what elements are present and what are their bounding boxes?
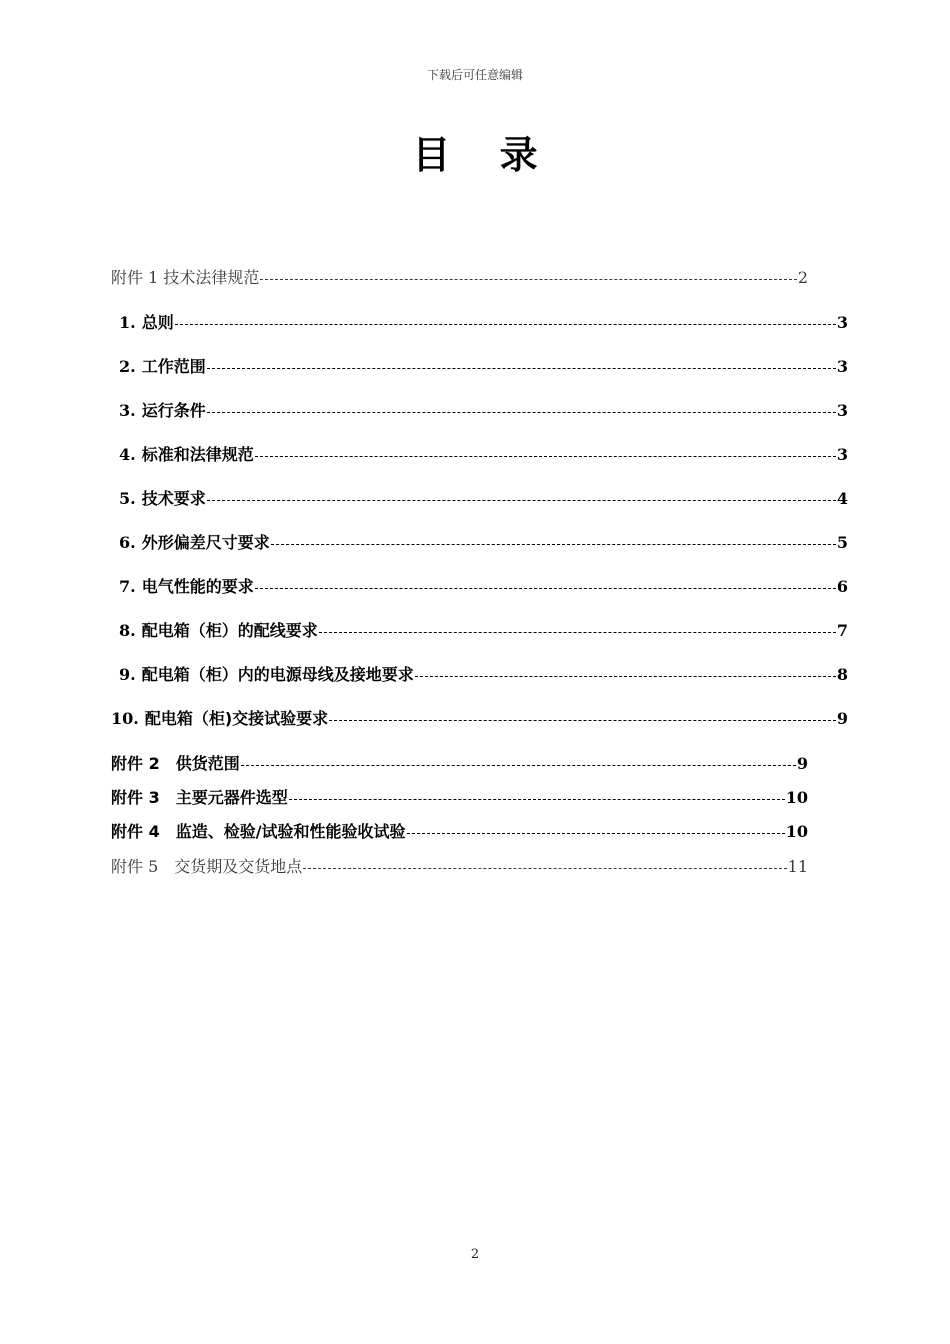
toc-entry-page: 3 — [836, 313, 848, 332]
toc-entry-page: 6 — [836, 577, 848, 596]
toc-entry-number: 6. — [119, 533, 136, 552]
toc-leader — [271, 544, 836, 545]
toc-entry-label: 外形偏差尺寸要求 — [141, 533, 270, 552]
toc-leader — [303, 868, 786, 869]
toc-entry-appendix-5[interactable] — [111, 855, 808, 879]
toc-entry-label: 附件 4 监造、检验/试验和性能验收试验 — [111, 822, 406, 841]
toc-entry-page: 10 — [785, 822, 808, 841]
toc-entry-number: 7. — [119, 577, 136, 596]
header-note: 下载后可任意编辑 — [426, 68, 523, 82]
toc-leader — [319, 632, 836, 633]
toc-entry-8[interactable] — [119, 619, 848, 643]
toc-leader — [175, 324, 836, 325]
toc-entry-label: 附件 1 技术法律规范 — [111, 268, 260, 287]
toc-entry-number: 5. — [119, 489, 136, 508]
toc-leader — [255, 588, 836, 589]
toc-entry-appendix-1[interactable] — [111, 266, 808, 290]
toc-entry-label: 标准和法律规范 — [141, 445, 254, 464]
toc-entry-label: 附件 5 交货期及交货地点 — [111, 857, 303, 876]
toc-leader — [260, 279, 796, 280]
toc-entry-number: 4. — [119, 445, 136, 464]
toc-entry-label: 工作范围 — [141, 357, 206, 376]
toc-entry-page: 11 — [787, 857, 808, 876]
toc-entry-number: 10. — [111, 709, 139, 728]
toc-entry-label: 运行条件 — [141, 401, 206, 420]
toc-entry-3[interactable] — [119, 399, 848, 423]
toc-entry-number: 3. — [119, 401, 136, 420]
toc-leader — [415, 676, 836, 677]
toc-leader — [207, 412, 836, 413]
toc-leader — [241, 765, 796, 766]
toc-leader — [407, 833, 785, 834]
toc-entry-label: 配电箱（柜)交接试验要求 — [144, 709, 329, 728]
toc-entry-1[interactable] — [119, 311, 848, 335]
toc-entry-label: 总则 — [141, 313, 174, 332]
toc-entry-page: 2 — [797, 268, 808, 287]
toc-entry-2[interactable] — [119, 355, 848, 379]
page-title: 目 录 — [412, 133, 556, 177]
toc-leader — [255, 456, 836, 457]
toc-leader — [207, 500, 836, 501]
toc-entry-page: 9 — [836, 709, 848, 728]
toc-entry-number: 2. — [119, 357, 136, 376]
toc-leader — [289, 799, 785, 800]
toc-entry-appendix-3[interactable] — [111, 786, 808, 810]
toc-leader — [207, 368, 836, 369]
toc-entry-label: 附件 2 供货范围 — [111, 754, 240, 773]
toc-entry-7[interactable] — [119, 575, 848, 599]
toc-entry-label: 附件 3 主要元器件选型 — [111, 788, 288, 807]
toc-entry-page: 7 — [836, 621, 848, 640]
toc-entry-page: 3 — [836, 401, 848, 420]
toc-entry-label: 技术要求 — [141, 489, 206, 508]
toc-entry-10[interactable] — [111, 707, 848, 731]
toc-entry-9[interactable] — [119, 663, 848, 687]
toc-entry-appendix-4[interactable] — [111, 820, 808, 844]
toc-entry-appendix-2[interactable] — [111, 752, 808, 776]
toc-entry-6[interactable] — [119, 531, 848, 555]
toc-entry-page: 4 — [836, 489, 848, 508]
toc-entry-label: 配电箱（柜）的配线要求 — [141, 621, 318, 640]
toc-entry-page: 9 — [796, 754, 808, 773]
toc-entry-label: 配电箱（柜）内的电源母线及接地要求 — [141, 665, 414, 684]
toc-entry-page: 3 — [836, 445, 848, 464]
toc-entry-number: 1. — [119, 313, 136, 332]
toc-entry-number: 8. — [119, 621, 136, 640]
toc-entry-page: 10 — [785, 788, 808, 807]
toc-entry-page: 5 — [836, 533, 848, 552]
toc-entry-page: 8 — [836, 665, 848, 684]
page-number: 2 — [470, 1247, 480, 1262]
toc-entry-page: 3 — [836, 357, 848, 376]
toc-entry-number: 9. — [119, 665, 136, 684]
toc-leader — [329, 720, 836, 721]
toc-entry-label: 电气性能的要求 — [141, 577, 254, 596]
toc-entry-5[interactable] — [119, 487, 848, 511]
toc-entry-4[interactable] — [119, 443, 848, 467]
